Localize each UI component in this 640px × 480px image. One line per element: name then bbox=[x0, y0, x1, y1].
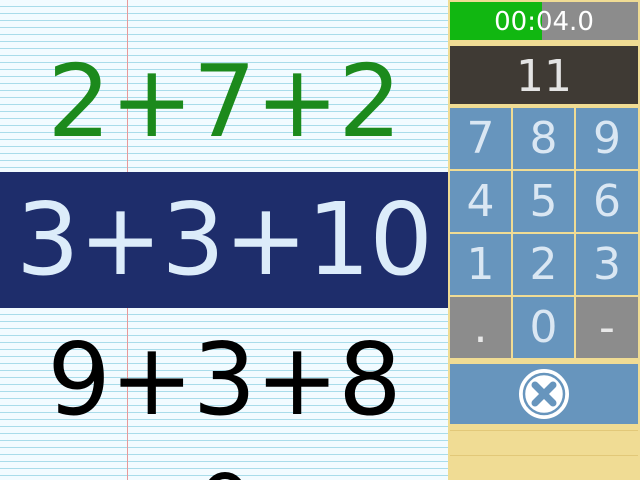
key-3[interactable]: 3 bbox=[576, 234, 638, 295]
answer-display: 11 bbox=[450, 46, 638, 104]
clear-button[interactable] bbox=[450, 364, 638, 424]
key-1[interactable]: 1 bbox=[450, 234, 511, 295]
clear-circle-x-icon bbox=[516, 366, 572, 422]
key-5[interactable]: 5 bbox=[513, 171, 574, 232]
key-minus[interactable]: - bbox=[576, 297, 638, 358]
number-keypad bbox=[450, 108, 638, 358]
key-8[interactable]: 8 bbox=[513, 108, 574, 169]
panel-footer-stripe bbox=[450, 430, 638, 456]
current-problem: 3+3+10 bbox=[15, 181, 433, 298]
key-decimal[interactable]: . bbox=[450, 297, 511, 358]
timer-bar bbox=[450, 2, 638, 40]
key-4[interactable]: 4 bbox=[450, 171, 511, 232]
key-9[interactable]: 9 bbox=[576, 108, 638, 169]
key-7[interactable]: 7 bbox=[450, 108, 511, 169]
previous-problem: 2+7+2 bbox=[47, 43, 401, 160]
timer-readout: 00:04.0 bbox=[494, 7, 594, 37]
key-0[interactable]: 0 bbox=[513, 297, 574, 358]
upcoming-problem-peek bbox=[205, 472, 245, 480]
key-6[interactable]: 6 bbox=[576, 171, 638, 232]
next-problem: 9+3+8 bbox=[47, 321, 401, 438]
answer-panel bbox=[448, 0, 640, 480]
key-2[interactable]: 2 bbox=[513, 234, 574, 295]
